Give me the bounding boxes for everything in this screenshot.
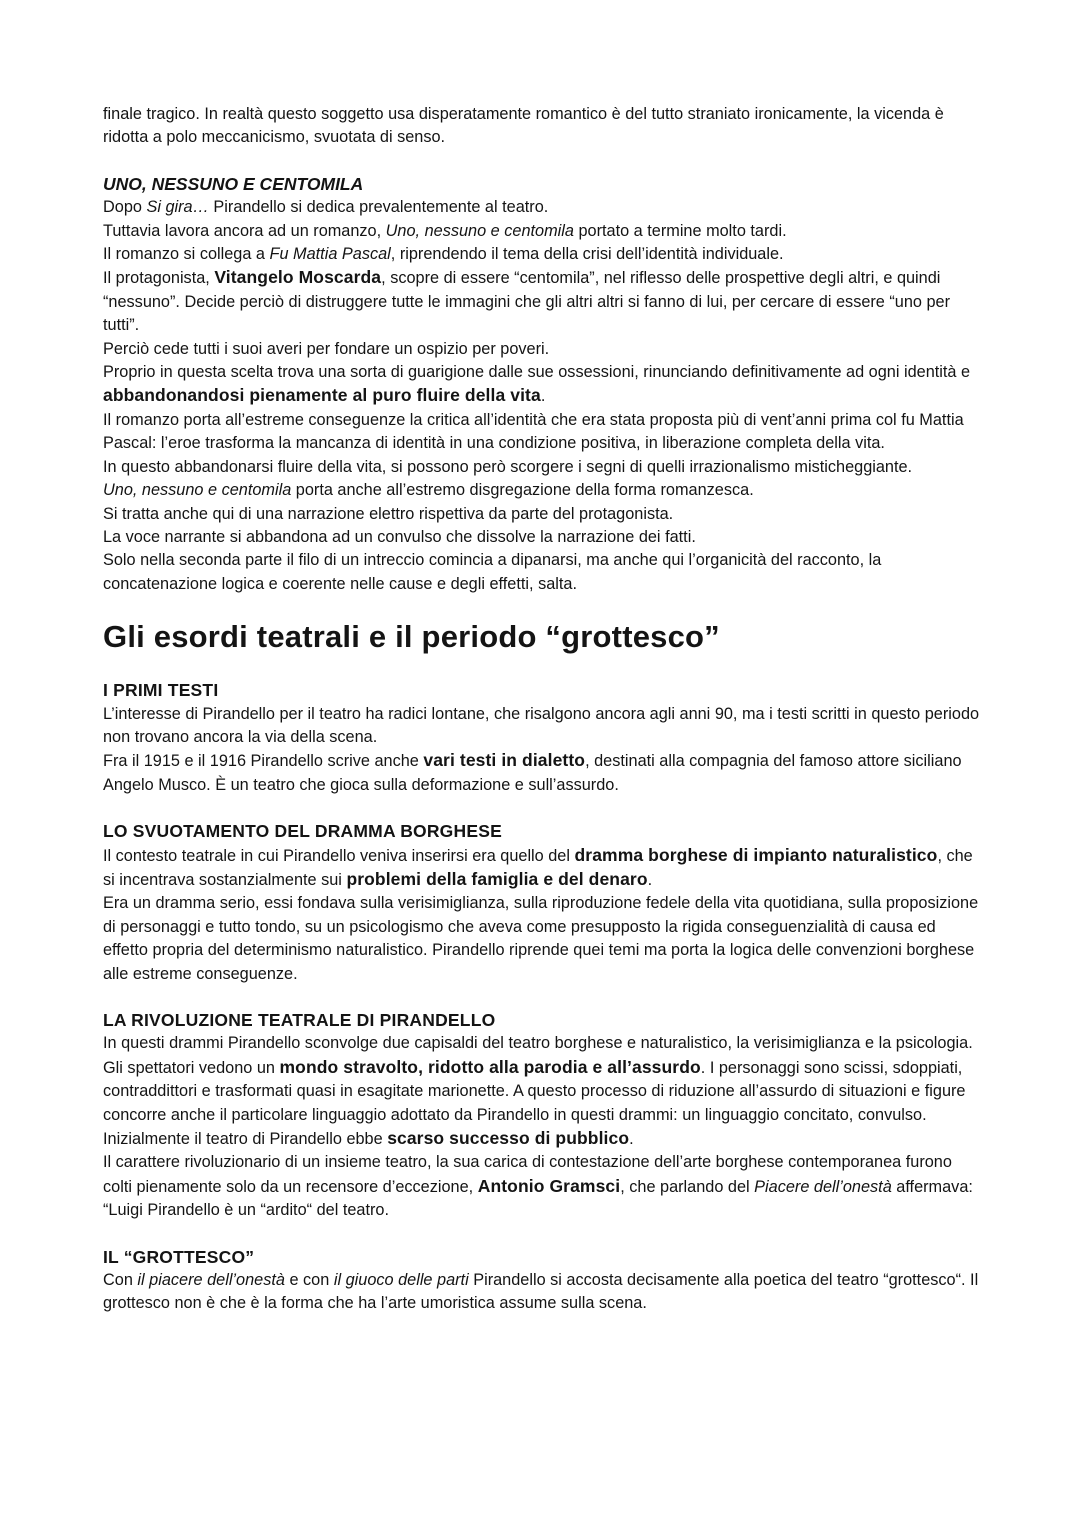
paragraph: Il carattere rivoluzionario di un insieme teatro, la sua carica di contestazione dell’arte borghese contemporanea furono colti pienamente solo da un recensore d’eccezione, Antonio Gramsci, che parlando del Piacere dell’onestà affermava: “Luigi Pirandello è un “ardito“ del teatro. xyxy=(103,1153,973,1220)
section-heading-primi-testi: I PRIMI TESTI xyxy=(103,680,219,701)
paragraph: Proprio in questa scelta trova una sorta di guarigione dalle sue ossessioni, rinunciando definitivamente ad ogni identità e abbandonandosi pienamente al puro fluire della vita. xyxy=(103,363,971,406)
section-heading-svuotamento: LO SVUOTAMENTO DEL DRAMMA BORGHESE xyxy=(103,821,502,842)
section-heading-grottesco: IL “GROTTESCO” xyxy=(103,1246,255,1267)
paragraph: Tuttavia lavora ancora ad un romanzo, Uno, nessuno e centomila portato a termine molto tardi. xyxy=(103,221,787,240)
section-heading-rivoluzione: LA RIVOLUZIONE TEATRALE DI PIRANDELLO xyxy=(103,1010,496,1030)
document-page xyxy=(103,103,983,1316)
paragraph: La voce narrante si abbandona ad un convulso che dissolve la narrazione dei fatti. xyxy=(103,527,696,546)
paragraph: Si tratta anche qui di una narrazione elettro rispettiva da parte del protagonista. xyxy=(103,504,674,523)
section-heading-uno-nessuno: UNO, NESSUNO E CENTOMILA xyxy=(103,173,364,194)
paragraph: Il romanzo porta all’estreme conseguenze la critica all’identità che era stata proposta più di vent’anni prima col fu Mattia Pascal: l’eroe trasforma la mancanza di identità in una condizione positiva, in liberazione completa della vita. xyxy=(103,410,964,453)
paragraph: Uno, nessuno e centomila porta anche all’estremo disgregazione della forma romanzesca. xyxy=(103,481,754,500)
paragraph: Il romanzo si collega a Fu Mattia Pascal, riprendendo il tema della crisi dell’identità individuale. xyxy=(103,245,784,264)
paragraph: In questo abbandonarsi fluire della vita, si possono però scorgere i segni di quelli irrazionalismo misticheggiante. xyxy=(103,457,913,476)
paragraph: Con il piacere dell’onestà e con il giuoco delle parti Pirandello si accosta decisamente alla poetica del teatro “grottesco“. Il grottesco non è che è la forma che ha l’arte umoristica assume sulla scena. xyxy=(103,1271,979,1313)
paragraph: Inizialmente il teatro di Pirandello ebbe scarso successo di pubblico. xyxy=(103,1128,634,1149)
intro-paragraph: finale tragico. In realtà questo soggetto usa disperatamente romantico è del tutto straniato ironicamente, la vicenda è ridotta a polo meccanicismo, svuotata di senso. xyxy=(103,105,944,147)
paragraph: In questi drammi Pirandello sconvolge due capisaldi del teatro borghese e naturalistico, la verisimiglianza e la psicologia. Gli spettatori vedono un mondo stravolto, ridotto alla parodia e all’assurdo. I personaggi sono scissi, sdoppiati, contraddittori e trasformati quasi in esagitate marionette. A questo processo di riduzione all’assurdo di situazioni e figure concorre anche il particolare linguaggio adottato da Pirandello in questi drammi: un linguaggio concitato, convulso. xyxy=(103,1034,973,1124)
paragraph: Era un dramma serio, essi fondava sulla verisimiglianza, sulla riproduzione fedele della vita quotidiana, sulla proposizione di personaggi e tutto tondo, su un psicologismo che aveva come presupposto la rigida conseguenzialità di causa ed effetto propria del determinismo naturalistico. Pirandello riprende quei temi ma porta la logica delle convenzioni borghese alle estreme conseguenze. xyxy=(103,894,979,983)
paragraph: Dopo Si gira… Pirandello si dedica prevalentemente al teatro. xyxy=(103,198,549,217)
chapter-title: Gli esordi teatrali e il periodo “grottesco” xyxy=(103,619,720,655)
paragraph: Il contesto teatrale in cui Pirandello veniva inserirsi era quello del dramma borghese di impianto naturalistico, che si incentrava sostanzialmente sui problemi della famiglia e del denaro. xyxy=(103,844,973,889)
paragraph: Solo nella seconda parte il filo di un intreccio comincia a dipanarsi, ma anche qui l’organicità del racconto, la concatenazione logica e coerente nelle cause e degli effetti, salta. xyxy=(103,551,882,593)
paragraph: Il protagonista, Vitangelo Moscarda, scopre di essere “centomila”, nel riflesso delle prospettive degli altri, e quindi “nessuno”. Decide perciò di distruggere tutte le immagini che gli altri altri si fanno di lui, per cercare di essere “uno per tutti”. xyxy=(103,267,951,335)
paragraph: Perciò cede tutti i suoi averi per fondare un ospizio per poveri. xyxy=(103,339,550,358)
paragraph: L’interesse di Pirandello per il teatro ha radici lontane, che risalgono ancora agli anni 90, ma i testi scritti in questo periodo non trovano ancora la via della scena. xyxy=(103,704,980,746)
paragraph: Fra il 1915 e il 1916 Pirandello scrive anche vari testi in dialetto, destinati alla compagnia del famoso attore siciliano Angelo Musco. È un teatro che gioca sulla deformazione e sull’assurdo. xyxy=(103,750,962,794)
